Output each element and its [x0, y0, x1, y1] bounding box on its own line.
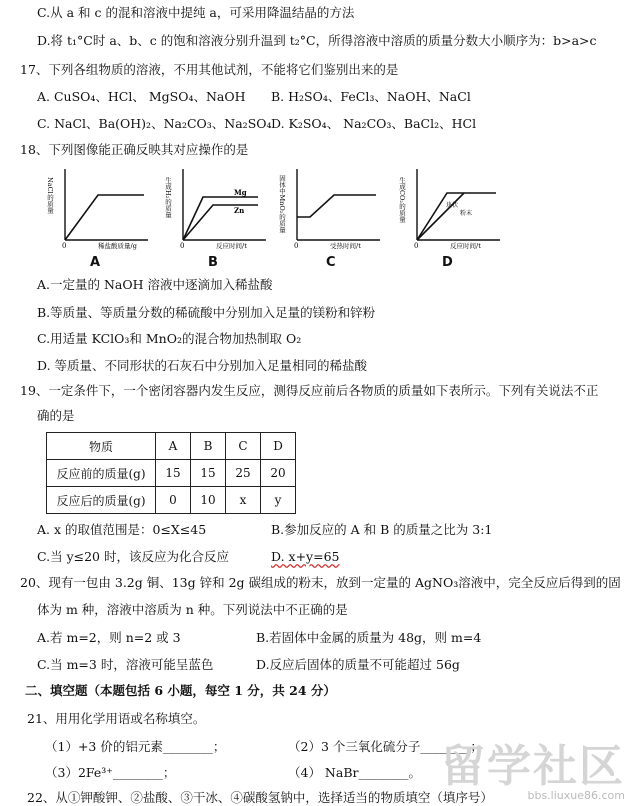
q19-option-c: C.当 y≤20 时，该反应为化合反应 [37, 549, 229, 564]
graph-d-ylabel: 生成CO₂的质量 [398, 177, 406, 223]
q20-option-b: B.若固体中金属的质量为 48g，则 m=4 [256, 630, 482, 645]
q19-table [46, 432, 296, 514]
graph-d-slow-curve [417, 193, 464, 240]
q20-option-d: D.反应后固体的质量不可能超过 56g [256, 657, 460, 672]
graph-b-series-mg: Mg [234, 188, 247, 197]
table-header-cell: D [261, 433, 296, 460]
graph-c-origin: 0 [294, 242, 299, 250]
q18-stem: 18、下列图像能正确反映其对应操作的是 [20, 142, 249, 157]
table-cell: 15 [191, 460, 226, 487]
graph-c-ylabel: 固体中MnO₂的质量 [278, 175, 286, 233]
q21-blank-2: （2）3 个三氧化硫分子________； [288, 739, 483, 754]
graph-a [40, 165, 150, 260]
table-cell: 15 [156, 460, 191, 487]
graph-b-ylabel: 生成H₂的质量 [164, 177, 172, 218]
q19-option-d: D. x+y=65 [271, 549, 340, 564]
graph-b-origin: 0 [180, 242, 185, 250]
table-cell: x [226, 487, 261, 514]
table-row [47, 460, 296, 487]
q16-option-d: D.将 t₁°C时 a、b、c 的饱和溶液分别升温到 t₂°C，所得溶液中溶质的质量分数大小顺序为：b>a>c [37, 33, 597, 48]
q19-stem-line2: 确的是 [37, 408, 75, 423]
graph-b-zn-curve [183, 205, 258, 240]
graph-a-ylabel: NaCl的质量 [46, 177, 54, 214]
q20-stem-line2: 体为 m 种，溶液中溶质为 n 种。下列说法中不正确的是 [37, 602, 348, 617]
graph-d-series-powder: 粉末 [460, 210, 473, 217]
graph-a-origin: 0 [62, 242, 67, 250]
q19-stem-line1: 19、一定条件下，一个密闭容器内发生反应，测得反应前后各物质的质量如下表所示。下列有关说法不正 [20, 383, 599, 398]
q17-option-a: A. CuSO₄、HCl、 MgSO₄、NaOH [37, 89, 246, 104]
table-cell: 10 [191, 487, 226, 514]
watermark-url: bbs.liuxue86.com [527, 789, 625, 802]
table-cell: y [261, 487, 296, 514]
table-header-cell: 物质 [47, 433, 156, 460]
q22-stem: 22、从①钾酸钾、②盐酸、③干冰、④碳酸氢钠中，选择适当的物质填空（填序号） [27, 790, 493, 805]
graph-d-xlabel: 反应时间/t [450, 242, 481, 250]
graph-b-label: B [208, 255, 218, 270]
graph-c-curve [297, 195, 376, 217]
q17-option-c: C. NaCl、Ba(OH)₂、Na₂CO₃、Na₂SO₄ [37, 116, 272, 131]
q21-blank-3: （3）2Fe³⁺________； [45, 765, 176, 780]
graph-a-label: A [90, 255, 101, 270]
q18-option-d: D. 等质量、不同形状的石灰石中分别加入足量相同的稀盐酸 [37, 358, 368, 373]
q17-option-b: B. H₂SO₄、FeCl₃、NaOH、NaCl [271, 89, 471, 104]
q17-option-d: D. K₂SO₄、 Na₂CO₃、BaCl₂、HCl [271, 116, 477, 131]
table-cell: 25 [226, 460, 261, 487]
table-header-row [47, 433, 296, 460]
table-header-cell: C [226, 433, 261, 460]
graph-d-origin: 0 [414, 242, 419, 250]
graph-d-label: D [442, 255, 453, 270]
graph-a-xlabel: 稀盐酸质量/g [98, 242, 137, 250]
graph-b-mg-curve [183, 197, 258, 240]
q21-blank-4: （4） NaBr________。 [288, 765, 421, 780]
graph-d [392, 165, 502, 260]
q18-option-b: B.等质量、等质量分数的稀硫酸中分别加入足量的镁粉和锌粉 [37, 305, 376, 320]
q19-option-b: B.参加反应的 A 和 B 的质量之比为 3:1 [271, 522, 493, 537]
table-cell: 反应后的质量(g) [47, 487, 156, 514]
graph-c-xlabel: 受热时间/t [330, 242, 361, 250]
q20-option-c: C.当 m=3 时，溶液可能呈蓝色 [37, 657, 214, 672]
q21-blank-1: （1）+3 价的铝元素________； [45, 739, 226, 754]
graph-c-label: C [326, 255, 336, 270]
q18-option-c: C.用适量 KClO₃和 MnO₂的混合物加热制取 O₂ [37, 331, 302, 346]
graph-b-xlabel: 反应时间/t [216, 242, 247, 250]
graph-d-series-lump: 块状 [446, 202, 459, 209]
q18-option-a: A.一定量的 NaOH 溶液中逐滴加入稀盐酸 [37, 277, 273, 292]
q21-stem: 21、用用化学用语或名称填空。 [27, 711, 206, 726]
graph-b-series-zn: Zn [234, 206, 245, 215]
graph-a-curve [65, 195, 144, 240]
q20-option-a: A.若 m=2，则 n=2 或 3 [37, 630, 181, 645]
table-header-cell: A [156, 433, 191, 460]
section-2-title: 二、填空题（本题包括 6 小题，每空 1 分，共 24 分） [25, 683, 336, 698]
q16-option-c: C.从 a 和 c 的混和溶液中提纯 a，可采用降温结晶的方法 [37, 5, 355, 20]
q20-stem-line1: 20、现有一包由 3.2g 铜、13g 锌和 2g 碳组成的粉末，放到一定量的 AgNO₃溶液中，完全反应后得到的固 [20, 575, 621, 590]
q17-stem: 17、下列各组物质的溶液，不用其他试剂，不能将它们鉴别出来的是 [20, 62, 399, 77]
table-row [47, 487, 296, 514]
graph-c [272, 165, 382, 260]
watermark-brand: 留学社区 [441, 741, 625, 792]
table-cell: 20 [261, 460, 296, 487]
watermark [441, 741, 625, 802]
table-cell: 0 [156, 487, 191, 514]
q19-option-a: A. x 的取值范围是：0≤X≤45 [37, 522, 207, 537]
table-cell: 反应前的质量(g) [47, 460, 156, 487]
graph-b [158, 165, 268, 260]
table-header-cell: B [191, 433, 226, 460]
